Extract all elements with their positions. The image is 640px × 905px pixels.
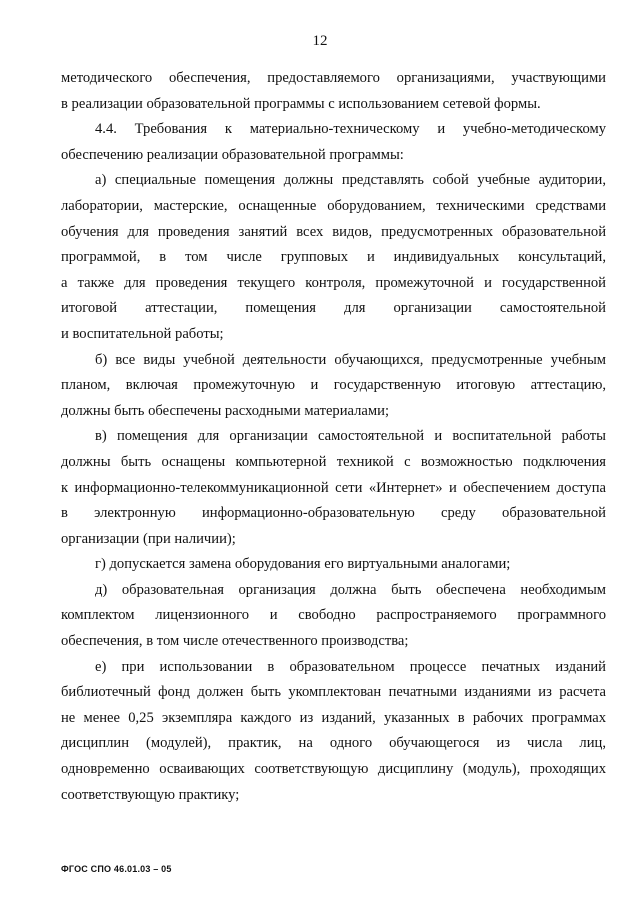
text-line: д) образовательная организация должна быть обеспечена необходимым bbox=[95, 581, 606, 598]
text-line: организации (при наличии); bbox=[61, 530, 236, 547]
page-number: 12 bbox=[312, 33, 328, 49]
document-body bbox=[61, 66, 606, 808]
text-line: одновременно осваивающих соответствующую дисциплину (модуль), проходящих bbox=[61, 761, 606, 778]
paragraph bbox=[61, 348, 606, 425]
text-line: программой, в том числе групповых и индивидуальных консультаций, bbox=[61, 249, 606, 266]
paragraph bbox=[61, 552, 606, 578]
paragraph bbox=[61, 117, 606, 168]
text-line: должны быть обеспечены расходными материалами; bbox=[61, 402, 389, 419]
text-line: обучения для проведения занятий всех видов, предусмотренных образовательной bbox=[61, 223, 606, 240]
text-line: не менее 0,25 экземпляра каждого из изданий, указанных в рабочих программах bbox=[61, 709, 606, 726]
paragraph bbox=[61, 578, 606, 655]
text-line: дисциплин (модулей), практик, на одного обучающегося из числа лиц, bbox=[61, 735, 606, 752]
text-line: итоговой аттестации, помещения для организации самостоятельной bbox=[61, 300, 606, 317]
text-line: е) при использовании в образовательном процессе печатных изданий bbox=[95, 658, 606, 675]
text-line: методического обеспечения, предоставляемого организациями, участвующими bbox=[61, 70, 606, 86]
paragraph bbox=[61, 168, 606, 347]
paragraph bbox=[61, 655, 606, 809]
document-code-footer: ФГОС СПО 46.01.03 – 05 bbox=[61, 864, 172, 874]
text-line: к информационно-телекоммуникационной сети «Интернет» и обеспечением доступа bbox=[61, 479, 606, 496]
text-line: библиотечный фонд должен быть укомплектован печатными изданиями из расчета bbox=[61, 684, 606, 701]
text-line: и воспитательной работы; bbox=[61, 325, 224, 342]
text-line: в) помещения для организации самостоятельной и воспитательной работы bbox=[95, 428, 606, 445]
text-line: обеспечению реализации образовательной программы: bbox=[61, 146, 404, 163]
text-line: обеспечения, в том числе отечественного производства; bbox=[61, 633, 409, 650]
text-line: соответствующую практику; bbox=[61, 786, 240, 803]
text-line: планом, включая промежуточную и государственную итоговую аттестацию, bbox=[61, 377, 606, 394]
text-line: б) все виды учебной деятельности обучающихся, предусмотренные учебным bbox=[95, 351, 606, 368]
text-line: а) специальные помещения должны представлять собой учебные аудитории, bbox=[95, 172, 606, 189]
text-line: 4.4. Требования к материально-техническому и учебно-методическому bbox=[95, 121, 606, 138]
text-line: комплектом лицензионного и свободно распространяемого программного bbox=[61, 607, 606, 624]
text-line: в электронную информационно-образовательную среду образовательной bbox=[61, 505, 606, 522]
paragraph bbox=[61, 424, 606, 552]
text-line: лаборатории, мастерские, оснащенные оборудованием, техническими средствами bbox=[61, 197, 606, 214]
text-line: а также для проведения текущего контроля, промежуточной и государственной bbox=[61, 274, 606, 291]
text-line: должны быть оснащены компьютерной техникой с возможностью подключения bbox=[61, 453, 606, 470]
text-line: в реализации образовательной программы с использованием сетевой формы. bbox=[61, 95, 541, 112]
paragraph bbox=[61, 66, 606, 117]
text-line: г) допускается замена оборудования его виртуальными аналогами; bbox=[95, 556, 511, 573]
